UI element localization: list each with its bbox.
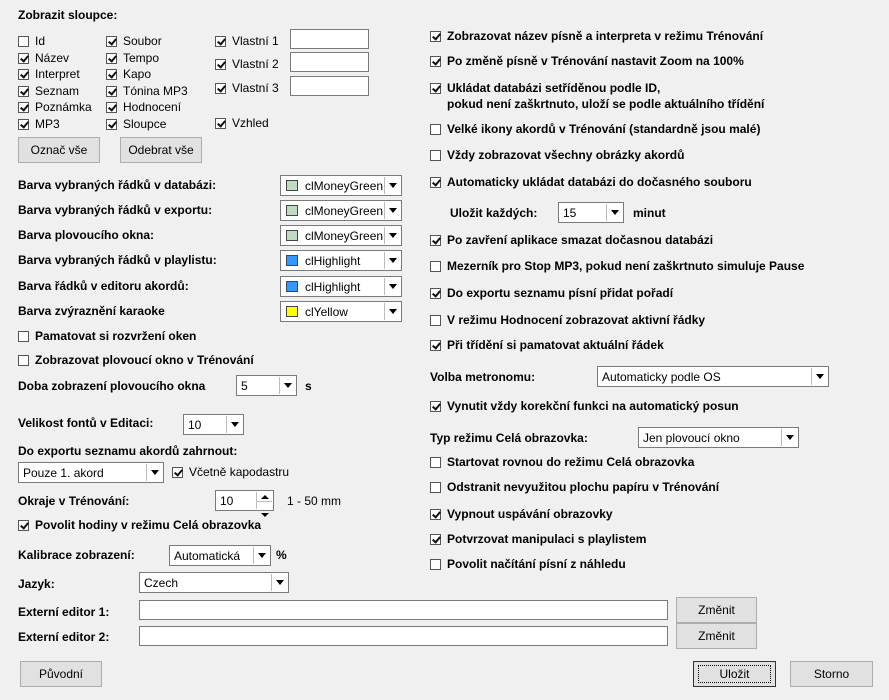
column2-1-checkbox[interactable] — [106, 53, 117, 64]
font-size-select[interactable] — [183, 414, 244, 435]
right-option-d1-checkbox-row[interactable] — [430, 479, 719, 495]
color-select[interactable] — [280, 250, 402, 271]
right-option-c1-checkbox-row[interactable] — [430, 258, 804, 274]
color-value: clYellow — [305, 305, 348, 319]
columns-title: Zobrazit sloupce: — [18, 8, 118, 22]
margins-range: 1 - 50 mm — [287, 494, 342, 508]
column2-4-checkbox[interactable] — [106, 102, 117, 113]
right-option-a0-label: Zobrazovat název písně a interpreta v režimu Trénování — [447, 29, 764, 43]
force-correction-checkbox-row[interactable] — [430, 398, 739, 414]
color-select[interactable] — [280, 276, 402, 297]
custom-column-1-checkbox[interactable] — [215, 36, 226, 47]
right-option-d0-label: Startovat rovnou do režimu Celá obrazovka — [447, 455, 695, 469]
chevron-down-icon[interactable] — [384, 252, 400, 269]
right-option-b0-checkbox[interactable] — [430, 124, 441, 135]
save-sorted-checkbox-row[interactable] — [430, 80, 764, 114]
editor2-label: Externí editor 2: — [18, 630, 110, 644]
left-option-1-checkbox-row[interactable] — [18, 352, 254, 368]
calibration-select[interactable] — [169, 545, 271, 566]
right-option-c1-checkbox[interactable] — [430, 261, 441, 272]
right-option-b2-label: Automaticky ukládat databázi do dočasného souboru — [447, 175, 752, 189]
right-option-c4-checkbox-row[interactable] — [430, 337, 664, 353]
save-button-label: Uložit — [698, 665, 770, 683]
right-option-d1-label: Odstranit nevyužitou plochu papíru v Trénování — [447, 480, 720, 494]
margins-value: 10 — [220, 494, 234, 508]
right-option-c2-checkbox[interactable] — [430, 288, 441, 299]
fullscreen-type-value: Jen plovoucí okno — [643, 431, 740, 445]
custom-column-2-checkbox-row[interactable] — [215, 56, 279, 72]
right-option-c4-label: Při třídění si pamatovat aktuální řádek — [447, 338, 664, 352]
right-option-a1-checkbox[interactable] — [430, 56, 441, 67]
left-option-1-checkbox[interactable] — [18, 355, 29, 366]
color-label: Barva vybraných řádků v playlistu: — [18, 253, 217, 267]
right-option-c3-label: V režimu Hodnocení zobrazovat aktivní řádky — [447, 313, 706, 327]
editor1-input[interactable] — [139, 600, 668, 620]
float-time-value: 5 — [241, 379, 248, 393]
custom-column-2-label: Vlastní 2 — [232, 57, 279, 71]
column2-1-label: Tempo — [123, 51, 160, 65]
chevron-down-icon[interactable] — [384, 177, 400, 194]
column2-4-checkbox-row[interactable] — [106, 99, 181, 115]
calibration-value: Automatická — [174, 549, 241, 563]
chevron-down-icon[interactable] — [279, 377, 295, 394]
capo-label: Včetně kapodastru — [189, 465, 290, 479]
font-size-label: Velikost fontů v Editaci: — [18, 416, 154, 430]
column-3-label: Seznam — [35, 84, 80, 98]
custom-column-1-label: Vlastní 1 — [232, 34, 279, 48]
calibration-label: Kalibrace zobrazení: — [18, 548, 135, 562]
color-value: clMoneyGreen — [305, 229, 384, 243]
right-option-c0-checkbox-row[interactable] — [430, 232, 713, 248]
save-sorted-label — [447, 80, 764, 112]
save-sorted-line1: Ukládat databázi setříděnou podle ID, — [447, 81, 661, 95]
right-option-d4-label: Povolit načítání písní z náhledu — [447, 557, 626, 571]
editor2-change-button[interactable]: Změnit — [676, 623, 757, 649]
column-3-checkbox[interactable] — [18, 86, 29, 97]
save-every-label: Uložit každých: — [450, 206, 538, 220]
right-option-c0-label: Po zavření aplikace smazat dočasnou databázi — [447, 233, 714, 247]
right-option-c3-checkbox[interactable] — [430, 315, 441, 326]
right-option-d2-label: Vypnout uspávání obrazovky — [447, 507, 613, 521]
editor1-change-button[interactable]: Změnit — [676, 597, 757, 623]
save-every-select[interactable] — [558, 202, 624, 223]
right-option-b1-label: Vždy zobrazovat všechny obrázky akordů — [447, 148, 685, 162]
custom-column-3-checkbox[interactable] — [215, 83, 226, 94]
chevron-down-icon[interactable] — [146, 464, 162, 481]
capo-checkbox[interactable] — [172, 467, 183, 478]
color-value: clHighlight — [305, 280, 361, 294]
save-every-value: 15 — [563, 206, 577, 220]
chevron-down-icon[interactable] — [606, 204, 622, 221]
right-option-b2-checkbox-row[interactable] — [430, 174, 752, 190]
export-chords-label: Do exportu seznamu akordů zahrnout: — [18, 444, 238, 458]
left-option-0-label: Pamatovat si rozvržení oken — [35, 329, 197, 343]
font-size-value: 10 — [188, 418, 202, 432]
fullscreen-type-label: Typ režimu Celá obrazovka: — [430, 431, 588, 445]
custom-column-3-input[interactable] — [290, 76, 369, 96]
export-chords-value: Pouze 1. akord — [23, 466, 104, 480]
clock-checkbox-row[interactable] — [18, 517, 261, 533]
right-option-d1-checkbox[interactable] — [430, 482, 441, 493]
left-option-1-label: Zobrazovat plovoucí okno v Trénování — [35, 353, 254, 367]
color-label: Barva zvýraznění karaoke — [18, 304, 165, 318]
color-select[interactable] — [280, 175, 402, 196]
right-option-c2-checkbox-row[interactable] — [430, 285, 673, 301]
margins-label: Okraje v Trénování: — [18, 494, 130, 508]
custom-column-1-checkbox-row[interactable] — [215, 33, 279, 49]
language-label: Jazyk: — [18, 577, 55, 591]
float-time-label: Doba zobrazení plovoucího okna — [18, 379, 206, 393]
color-swatch — [286, 205, 298, 216]
vzhled-label: Vzhled — [232, 116, 269, 130]
right-option-d3-checkbox[interactable] — [430, 534, 441, 545]
right-option-d0-checkbox[interactable] — [430, 457, 441, 468]
custom-column-3-checkbox-row[interactable] — [215, 80, 279, 96]
editor1-label: Externí editor 1: — [18, 605, 110, 619]
color-label: Barva řádků v editoru akordů: — [18, 279, 189, 293]
column-5-checkbox[interactable] — [18, 119, 29, 130]
column-0-checkbox-row[interactable] — [18, 33, 45, 49]
custom-column-1-input[interactable] — [290, 29, 369, 49]
right-option-d4-checkbox-row[interactable] — [430, 556, 626, 572]
column-4-checkbox-row[interactable] — [18, 99, 92, 115]
column2-0-label: Soubor — [123, 34, 162, 48]
right-option-b1-checkbox[interactable] — [430, 150, 441, 161]
column-1-checkbox-row[interactable] — [18, 50, 69, 66]
language-value: Czech — [144, 576, 179, 590]
column2-1-checkbox-row[interactable] — [106, 50, 159, 66]
fullscreen-type-select[interactable] — [638, 427, 799, 448]
left-option-0-checkbox[interactable] — [18, 331, 29, 342]
right-option-d2-checkbox[interactable] — [430, 509, 441, 520]
right-option-d3-checkbox-row[interactable] — [430, 531, 646, 547]
chevron-down-icon[interactable] — [271, 574, 287, 591]
right-option-a1-label: Po změně písně v Trénování nastavit Zoom na 100% — [447, 54, 744, 68]
color-label: Barva vybraných řádků v databázi: — [18, 178, 217, 192]
right-option-a0-checkbox-row[interactable] — [430, 28, 763, 44]
right-option-b2-checkbox[interactable] — [430, 177, 441, 188]
color-swatch — [286, 255, 298, 266]
force-correction-label: Vynutit vždy korekční funkci na automatický posun — [447, 399, 739, 413]
language-select[interactable] — [139, 572, 289, 593]
margins-spinner[interactable] — [215, 490, 274, 511]
right-option-c4-checkbox[interactable] — [430, 340, 441, 351]
chevron-down-icon[interactable] — [384, 303, 400, 320]
chevron-down-icon[interactable] — [384, 202, 400, 219]
chevron-down-icon[interactable] — [384, 227, 400, 244]
column-3-checkbox-row[interactable] — [18, 83, 79, 99]
right-option-b0-checkbox-row[interactable] — [430, 121, 760, 137]
save-sorted-line2: pokud není zaškrtnuto, uloží se podle aktuálního třídění — [447, 97, 765, 111]
color-label: Barva vybraných řádků v exportu: — [18, 203, 213, 217]
float-time-select[interactable] — [236, 375, 297, 396]
float-time-unit: s — [305, 379, 312, 393]
column-2-checkbox-row[interactable] — [18, 66, 80, 82]
calibration-unit: % — [276, 548, 287, 562]
editor2-input[interactable] — [139, 626, 668, 646]
color-select[interactable] — [280, 200, 402, 221]
column-2-label: Interpret — [35, 67, 80, 81]
chevron-down-icon[interactable] — [253, 547, 269, 564]
column-4-label: Poznámka — [35, 100, 92, 114]
color-select[interactable] — [280, 225, 402, 246]
color-swatch — [286, 306, 298, 317]
clock-checkbox[interactable] — [18, 520, 29, 531]
column-0-checkbox[interactable] — [18, 36, 29, 47]
column2-0-checkbox[interactable] — [106, 36, 117, 47]
metronome-value: Automaticky podle OS — [602, 370, 721, 384]
column2-0-checkbox-row[interactable] — [106, 33, 162, 49]
custom-column-2-checkbox[interactable] — [215, 59, 226, 70]
right-option-b0-label: Velké ikony akordů v Trénování (standardně jsou malé) — [447, 122, 761, 136]
deselect-all-button[interactable]: Odebrat vše — [120, 137, 202, 163]
column2-3-label: Tónina MP3 — [123, 84, 188, 98]
column2-2-checkbox-row[interactable] — [106, 66, 151, 82]
cancel-button[interactable]: Storno — [790, 661, 873, 687]
column-4-checkbox[interactable] — [18, 102, 29, 113]
column2-4-label: Hodnocení — [123, 100, 182, 114]
vzhled-checkbox-row[interactable] — [215, 115, 269, 131]
column2-5-label: Sloupce — [123, 117, 167, 131]
right-option-b1-checkbox-row[interactable] — [430, 147, 684, 163]
vzhled-checkbox[interactable] — [215, 118, 226, 129]
column2-3-checkbox-row[interactable] — [106, 83, 188, 99]
column2-5-checkbox-row[interactable] — [106, 116, 166, 132]
right-option-a0-checkbox[interactable] — [430, 31, 441, 42]
metronome-select[interactable] — [597, 366, 829, 387]
color-value: clHighlight — [305, 254, 361, 268]
force-correction-checkbox[interactable] — [430, 401, 441, 412]
column-1-checkbox[interactable] — [18, 53, 29, 64]
save-button[interactable] — [693, 661, 776, 687]
column2-5-checkbox[interactable] — [106, 119, 117, 130]
chevron-down-icon[interactable] — [226, 416, 242, 433]
right-option-d3-label: Potvrzovat manipulaci s playlistem — [447, 532, 647, 546]
color-value: clMoneyGreen — [305, 179, 384, 193]
select-all-button[interactable]: Označ vše — [18, 137, 100, 163]
column2-2-checkbox[interactable] — [106, 69, 117, 80]
save-sorted-checkbox[interactable] — [430, 83, 441, 94]
spinner-arrows-icon[interactable] — [256, 492, 272, 509]
right-option-c3-checkbox-row[interactable] — [430, 312, 705, 328]
color-value: clMoneyGreen — [305, 204, 384, 218]
right-option-d0-checkbox-row[interactable] — [430, 454, 694, 470]
color-swatch — [286, 281, 298, 292]
save-every-unit: minut — [633, 206, 666, 220]
right-option-c1-label: Mezerník pro Stop MP3, pokud není zaškrtnuto simuluje Pause — [447, 259, 805, 273]
metronome-label: Volba metronomu: — [430, 370, 536, 384]
color-swatch — [286, 180, 298, 191]
right-option-d2-checkbox-row[interactable] — [430, 506, 613, 522]
default-button[interactable]: Původní — [20, 661, 102, 687]
color-label: Barva plovoucího okna: — [18, 228, 155, 242]
chevron-down-icon[interactable] — [811, 368, 827, 385]
column2-3-checkbox[interactable] — [106, 86, 117, 97]
left-option-0-checkbox-row[interactable] — [18, 328, 196, 344]
right-option-c0-checkbox[interactable] — [430, 235, 441, 246]
chevron-down-icon[interactable] — [781, 429, 797, 446]
clock-label: Povolit hodiny v režimu Celá obrazovka — [35, 518, 262, 532]
chevron-down-icon[interactable] — [384, 278, 400, 295]
column-5-checkbox-row[interactable] — [18, 116, 60, 132]
custom-column-2-input[interactable] — [290, 52, 369, 72]
color-select[interactable] — [280, 301, 402, 322]
column-1-label: Název — [35, 51, 70, 65]
right-option-d4-checkbox[interactable] — [430, 559, 441, 570]
column2-2-label: Kapo — [123, 67, 152, 81]
column-5-label: MP3 — [35, 117, 60, 131]
export-chords-select[interactable] — [18, 462, 164, 483]
column-0-label: Id — [35, 34, 46, 48]
column-2-checkbox[interactable] — [18, 69, 29, 80]
custom-column-3-label: Vlastní 3 — [232, 81, 279, 95]
color-swatch — [286, 230, 298, 241]
right-option-a1-checkbox-row[interactable] — [430, 53, 744, 69]
capo-checkbox-row[interactable] — [172, 464, 289, 480]
right-option-c2-label: Do exportu seznamu písní přidat pořadí — [447, 286, 674, 300]
